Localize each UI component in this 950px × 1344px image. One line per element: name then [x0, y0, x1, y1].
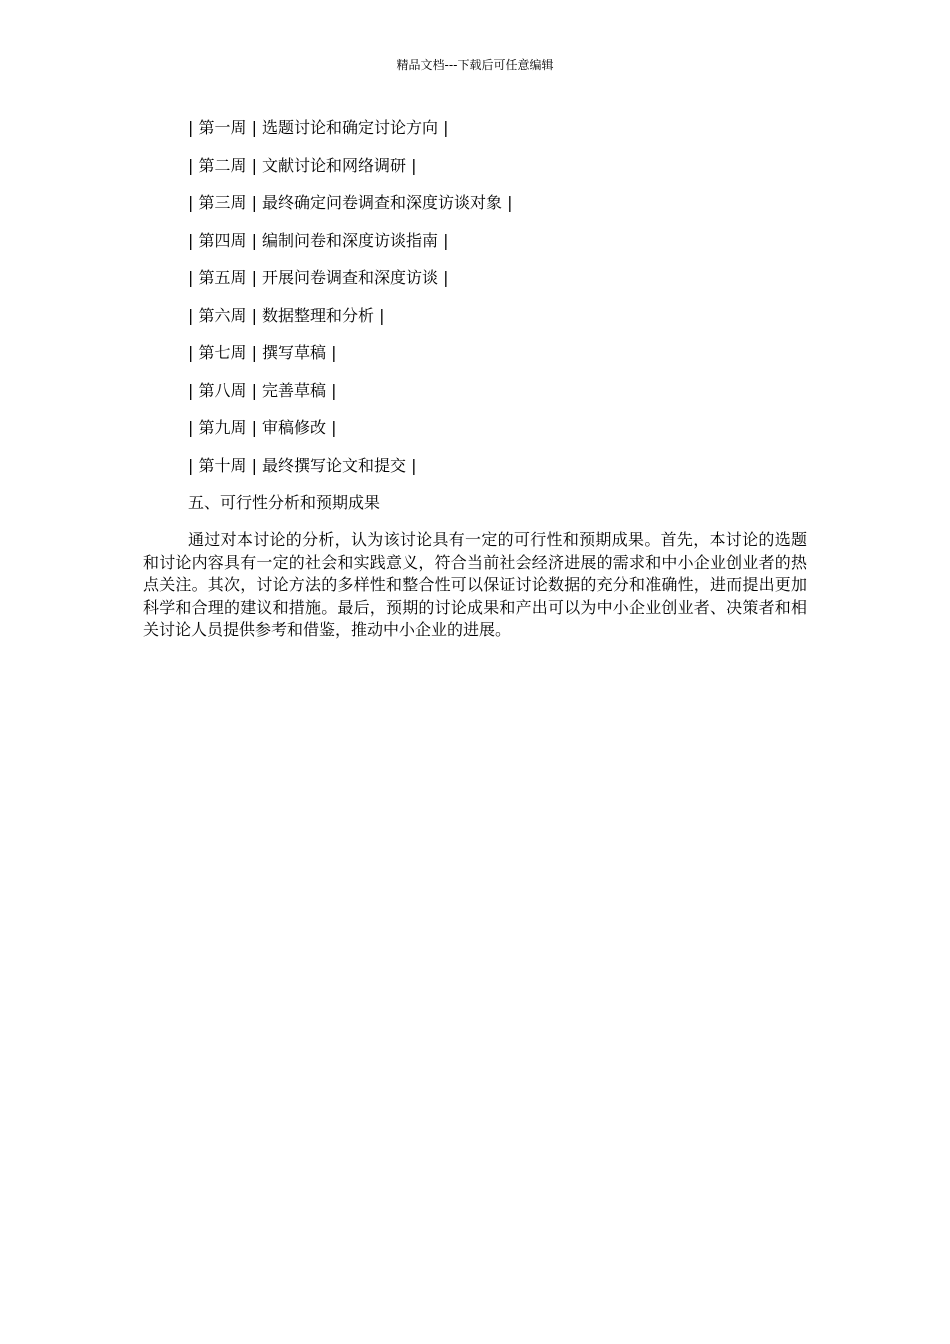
- schedule-row-week-10: | 第十周 | 最终撰写论文和提交 |: [188, 455, 417, 475]
- schedule-row-week-8: | 第八周 | 完善草稿 |: [188, 380, 337, 400]
- schedule-row-week-9: | 第九周 | 审稿修改 |: [188, 418, 337, 437]
- schedule-row-week-6: | 第六周 | 数据整理和分析 |: [188, 305, 385, 325]
- section-heading: 五、可行性分析和预期成果: [188, 493, 381, 512]
- schedule-row-week-1: | 第一周 | 选题讨论和确定讨论方向 |: [188, 118, 449, 137]
- schedule-row-week-2: | 第二周 | 文献讨论和网络调研 |: [188, 155, 417, 175]
- schedule-row-week-4: | 第四周 | 编制问卷和深度访谈指南 |: [188, 230, 449, 250]
- page-header: 精品文档---下载后可任意编辑: [396, 58, 554, 72]
- schedule-row-week-7: | 第七周 | 撰写草稿 |: [188, 343, 337, 362]
- schedule-row-week-3: | 第三周 | 最终确定问卷调查和深度访谈对象 |: [188, 193, 513, 212]
- schedule-list: [188, 116, 808, 491]
- body-paragraph: 通过对本讨论的分析，认为该讨论具有一定的可行性和预期成果。首先，本讨论的选题和讨论内容具有一定的社会和实践意义，符合当前社会经济进展的需求和中小企业创业者的热点关注。其次，讨论方法的多样性和整合性可以保证讨论数据的充分和准确性，进而提出更加科学和合理的建议和措施。最后，预期的讨论成果和产出可以为中小企业创业者、决策者和相关讨论人员提供参考和借鉴，推动中小企业的进展。: [143, 530, 807, 640]
- schedule-row-week-5: | 第五周 | 开展问卷调查和深度访谈 |: [188, 268, 449, 287]
